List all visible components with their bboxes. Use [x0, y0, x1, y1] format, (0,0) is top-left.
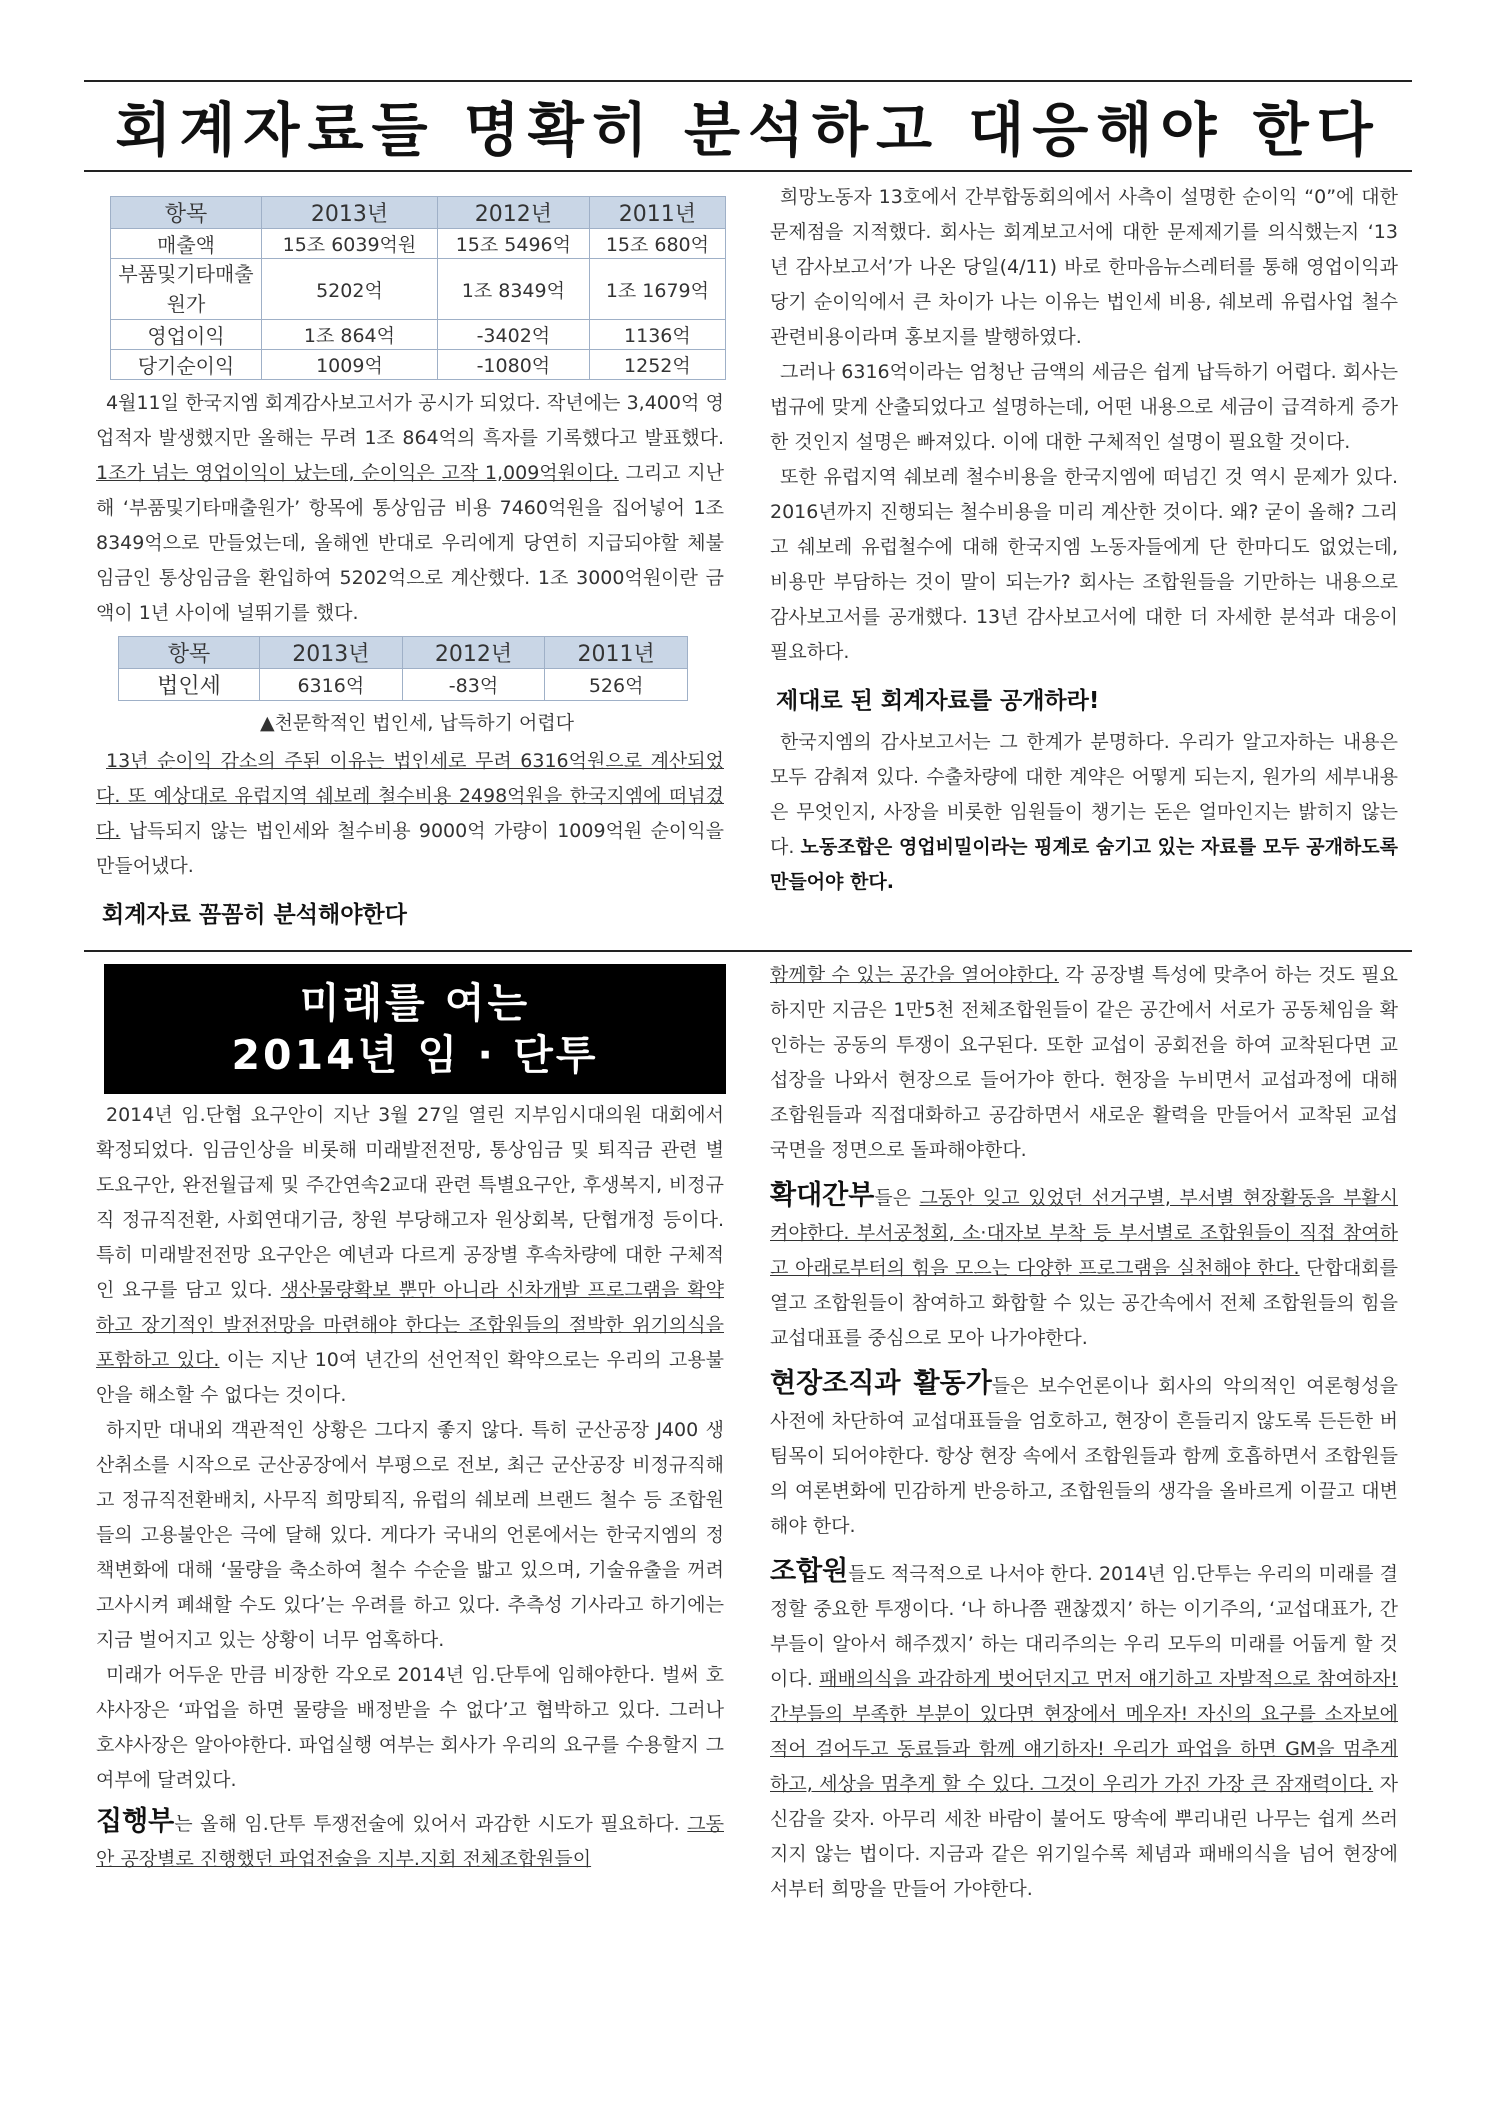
text-run: 자신감을 갖자. 아무리 세찬 바람이 불어도 땅속에 뿌리내린 나무는 쉽게 쓰러지지 않는 법이다. 지금과 같은 위기일수록 체념과 패배의식을 넘어 현장에서부터 희망을 만들어 가야한다.: [770, 1773, 1398, 1900]
text-run: 이는 지난 10여 년간의 선언적인 확약으로는 우리의 고용불안을 해소할 수 없다는 것이다.: [96, 1349, 724, 1406]
table-cell: 1136억: [589, 320, 725, 350]
subheading: 제대로 된 회계자료를 공개하라!: [776, 688, 1100, 714]
table-caption: ▲천문학적인 법인세, 납득하기 어렵다: [259, 712, 575, 734]
paragraph: [96, 1098, 724, 1413]
paragraph: [770, 958, 1398, 1168]
table-row: [119, 669, 688, 701]
table-cell: 부품및기타매출원가: [111, 259, 262, 320]
text-run: 4월11일 한국지엠 회계감사보고서가 공시가 되었다. 작년에는 3,400억 영업적자 발생했지만 올해는 무려 1조 864억의 흑자를 기록했다고 발표했다.: [96, 392, 724, 449]
headline: 회계자료들 명확히 분석하고 대응해야 한다: [115, 96, 1381, 164]
table-header-row: [111, 197, 726, 229]
table-header: 2013년: [262, 197, 438, 229]
text-run: 2014년 임.단협 요구안이 지난 3월 27일 열린 지부임시대의원 대회에서 확정되었다. 임금인상을 비롯해 미래발전전망, 통상임금 및 퇴직금 관련 별도요구안, 완전월급제 및 주간연속2교대 관련 특별요구안, 후생복지, 비정규직 정규직전환, 사회연대기금, 창원 부당해고자 원상회복, 단협개정 등이다. 특히 미래발전전망 요구안은 예년과 다르게 공장별 후속차량에 대한 구체적인 요구를 담고 있다.: [96, 1104, 724, 1301]
table-cell: 1조 8349억: [437, 259, 589, 320]
underlined-text: 함께할 수 있는 공간을 열어야한다.: [770, 964, 1059, 986]
table-cell: 당기순이익: [111, 350, 262, 380]
table-row: [111, 259, 726, 320]
text-run: 납득되지 않는 법인세와 철수비용 9000억 가량이 1009억원 순이익을 만들어냈다.: [96, 820, 724, 877]
paragraph: [96, 386, 724, 631]
table-cell: 법인세: [119, 669, 260, 701]
table-cell: 1조 864억: [262, 320, 438, 350]
text-run: 그리고 지난해 ‘부품및기타매출원가’ 항목에 통상임금 비용 7460억원을 집어넣어 1조 8349억으로 만들었는데, 올해엔 반대로 우리에게 당연히 지급되야할 체불임금인 통상임금을 환입하여 5202억으로 계산했다. 1조 3000억원이란 금액이 1년 사이에 널뛰기를 했다.: [96, 462, 724, 624]
table-cell: 15조 5496억: [437, 229, 589, 259]
paragraph: [770, 1178, 1398, 1356]
banner-line: 미래를 여는: [299, 979, 531, 1027]
table-row: [111, 350, 726, 380]
underlined-text: 생산물량확보 뿐만 아니라 신차개발 프로그램을 확약하고 장기적인 발전전망을 마련해야 한다는 조합원들의 절박한 위기의식을 포함하고 있다.: [96, 1279, 724, 1371]
table-cell: 6316억: [260, 669, 403, 701]
table-header: 2012년: [437, 197, 589, 229]
paragraph: [770, 725, 1398, 900]
text-run: 들도 적극적으로 나서야 한다. 2014년 임.단투는 우리의 미래를 결정할 중요한 투쟁이다. ‘나 하나쯤 괜찮겠지’ 하는 이기주의, ‘교섭대표가, 간부들이 알아서 해주겠지’ 하는 대리주의는 우리 모두의 미래를 어둡게 할 것이다.: [770, 1563, 1398, 1690]
paragraph: 희망노동자 13호에서 간부합동회의에서 사측이 설명한 순이익 “0”에 대한 문제점을 지적했다. 회사는 회계보고서에 대한 문제제기를 의식했는지 ‘13년 감사보고서’가 나온 당일(4/11) 바로 한마음뉴스레터를 통해 영업이익과 당기 순이익에서 큰 차이가 나는 이유는 법인세 비용, 쉐보레 유럽사업 철수관련비용이라며 홍보지를 발행하였다.: [770, 186, 1398, 348]
paragraph: [96, 744, 724, 884]
table-cell: 1009억: [262, 350, 438, 380]
table-row: [111, 320, 726, 350]
corporate-tax-table: [118, 636, 688, 701]
table-header-row: [119, 637, 688, 669]
banner: [104, 964, 726, 1094]
left-top-article: [96, 386, 724, 631]
underlined-text: 1조가 넘는 영업이익이 났는데, 순이익은 고작 1,009억원이다.: [96, 462, 619, 484]
paragraph: [770, 1366, 1398, 1544]
financial-table: [110, 196, 726, 380]
underlined-text: 패배의식을 과감하게 벗어던지고 먼저 얘기하고 자발적으로 참여하자! 간부들의 부족한 부분이 있다면 현장에서 메우자! 자신의 요구를 소자보에 적어 걸어두고 동료들과 함께 얘기하자! 우리가 파업을 하면 GM을 멈추게 하고, 세상을 멈추게 할 수 있다. 그것이 우리가 가진 가장 큰 잠재력이다.: [770, 1668, 1398, 1795]
table-cell: -83억: [402, 669, 545, 701]
text-run: 각 공장별 특성에 맞추어 하는 것도 필요하지만 지금은 1만5천 전체조합원들이 같은 공간에서 서로가 공동체임을 확인하는 공동의 투쟁이 요구된다. 또한 교섭이 공회전을 하여 교착된다면 교섭장을 나와서 현장으로 들어가야 한다. 현장을 누비면서 교섭과정에 대해 조합원들과 직접대화하고 공감하면서 새로운 활력을 만들어서 교착된 교섭국면을 정면으로 돌파해야한다.: [770, 964, 1398, 1161]
left-bottom-article: [96, 1098, 724, 1877]
table-header: 2013년: [260, 637, 403, 669]
table-cell: 1조 1679억: [589, 259, 725, 320]
top-rule: [84, 80, 1412, 82]
text-run: 들은: [874, 1187, 920, 1209]
lead-word: 현장조직과 활동가: [770, 1368, 992, 1399]
table-cell: 영업이익: [111, 320, 262, 350]
table-row: [111, 229, 726, 259]
bold-text: 노동조합은 영업비밀이라는 핑계로 숨기고 있는 자료를 모두 공개하도록 만들어야 한다.: [770, 836, 1398, 893]
paragraph: [96, 1804, 724, 1877]
table-cell: -1080억: [437, 350, 589, 380]
paragraph: 또한 유럽지역 쉐보레 철수비용을 한국지엠에 떠넘긴 것 역시 문제가 있다. 2016년까지 진행되는 철수비용을 미리 계산한 것이다. 왜? 굳이 올해? 그리고 쉐보레 유럽철수에 대해 한국지엠 노동자들에게 단 한마디도 없었는데, 비용만 부담하는 것이 말이 되는가? 회사는 조합원들을 기만하는 내용으로 감사보고서를 공개했다. 13년 감사보고서에 대한 더 자세한 분석과 대응이 필요하다.: [770, 466, 1398, 663]
underlined-text: 13년 순이익 감소의 주된 이유는 법인세로 무려 6316억원으로 계산되었다. 또 예상대로 유럽지역 쉐보레 철수비용 2498억원을 한국지엠에 떠넘겼다.: [96, 750, 724, 842]
table-cell: -3402억: [437, 320, 589, 350]
table-cell: 15조 6039억원: [262, 229, 438, 259]
lead-word: 조합원: [770, 1556, 849, 1587]
text-run: 단합대회를 열고 조합원들이 참여하고 화합할 수 있는 공간속에서 전체 조합원들의 힘을 교섭대표를 중심으로 모아 나가야한다.: [770, 1257, 1399, 1349]
lead-word: 확대간부: [770, 1180, 875, 1211]
subheading: 회계자료 꼼꼼히 분석해야한다: [102, 902, 407, 928]
text-run: 는 올해 임.단투 투쟁전술에 있어서 과감한 시도가 필요하다.: [174, 1813, 688, 1835]
right-top-article: [770, 180, 1398, 900]
table-header: 2011년: [589, 197, 725, 229]
table-header: 2012년: [402, 637, 545, 669]
table-cell: 15조 680억: [589, 229, 725, 259]
underlined-text: 그동안 잊고 있었던 선거구별, 부서별 현장활동을 부활시켜야한다. 부서공청회, 소·대자보 부착 등 부서별로 조합원들이 직접 참여하고 아래로부터의 힘을 모으는 다양한 프로그램을 실천해야 한다.: [770, 1187, 1399, 1279]
table-cell: 1252억: [589, 350, 725, 380]
left-mid-article: [96, 744, 724, 939]
paragraph: 미래가 어두운 만큼 비장한 각오로 2014년 임.단투에 임해야한다. 벌써 호샤사장은 ‘파업을 하면 물량을 배정받을 수 없다’고 협박하고 있다. 그러나 호샤사장은 알아야한다. 파업실행 여부는 회사가 우리의 요구를 수용할지 그 여부에 달려있다.: [96, 1664, 724, 1791]
table-header: 항목: [111, 197, 262, 229]
paragraph: 그러나 6316억이라는 엄청난 금액의 세금은 쉽게 납득하기 어렵다. 회사는 법규에 맞게 산출되었다고 설명하는데, 어떤 내용으로 세금이 급격하게 증가한 것인지 설명은 빠져있다. 이에 대한 구체적인 설명이 필요할 것이다.: [770, 361, 1398, 453]
paragraph: 하지만 대내외 객관적인 상황은 그다지 좋지 않다. 특히 군산공장 J400 생산취소를 시작으로 군산공장에서 부평으로 전보, 최근 군산공장 비정규직해고 정규직전환배치, 사무직 희망퇴직, 유럽의 쉐보레 브랜드 철수 등 조합원들의 고용불안은 극에 달해 있다. 게다가 국내의 언론에서는 한국지엠의 정책변화에 대해 ‘물량을 축소하여 철수 수순을 밟고 있으며, 기술유출을 꺼려 고사시켜 폐쇄할 수도 있다’는 우려를 하고 있다. 추측성 기사라고 하기에는 지금 벌어지고 있는 상황이 너무 엄혹하다.: [96, 1419, 724, 1651]
lead-word: 집행부: [96, 1806, 175, 1837]
table-header: 항목: [119, 637, 260, 669]
text-run: 들은 보수언론이나 회사의 악의적인 여론형성을 사전에 차단하여 교섭대표들을 엄호하고, 현장이 흔들리지 않도록 든든한 버팀목이 되어야한다. 항상 현장 속에서 조합원들과 함께 호흡하면서 조합원들의 여론변화에 민감하게 반응하고, 조합원들의 생각을 올바르게 이끌고 대변해야 한다.: [770, 1375, 1398, 1537]
right-bottom-article: [770, 958, 1398, 1907]
section-rule: [84, 950, 1412, 952]
headline-underline: [84, 170, 1412, 172]
underlined-text: 그동안 공장별로 진행했던 파업전술을 지부.지회 전체조합원들이: [96, 1813, 724, 1870]
table-cell: 매출액: [111, 229, 262, 259]
table-header: 2011년: [545, 637, 688, 669]
table-cell: 5202억: [262, 259, 438, 320]
paragraph: [770, 1554, 1398, 1907]
text-run: 한국지엠의 감사보고서는 그 한계가 분명하다. 우리가 알고자하는 내용은 모두 감춰져 있다. 수출차량에 대한 계약은 어떻게 되는지, 원가의 세부내용은 무엇인지, 사장을 비롯한 임원들이 챙기는 돈은 얼마인지는 밝히지 않는다.: [770, 731, 1398, 858]
table-cell: 526억: [545, 669, 688, 701]
banner-line: 2014년 임 · 단투: [231, 1031, 599, 1079]
